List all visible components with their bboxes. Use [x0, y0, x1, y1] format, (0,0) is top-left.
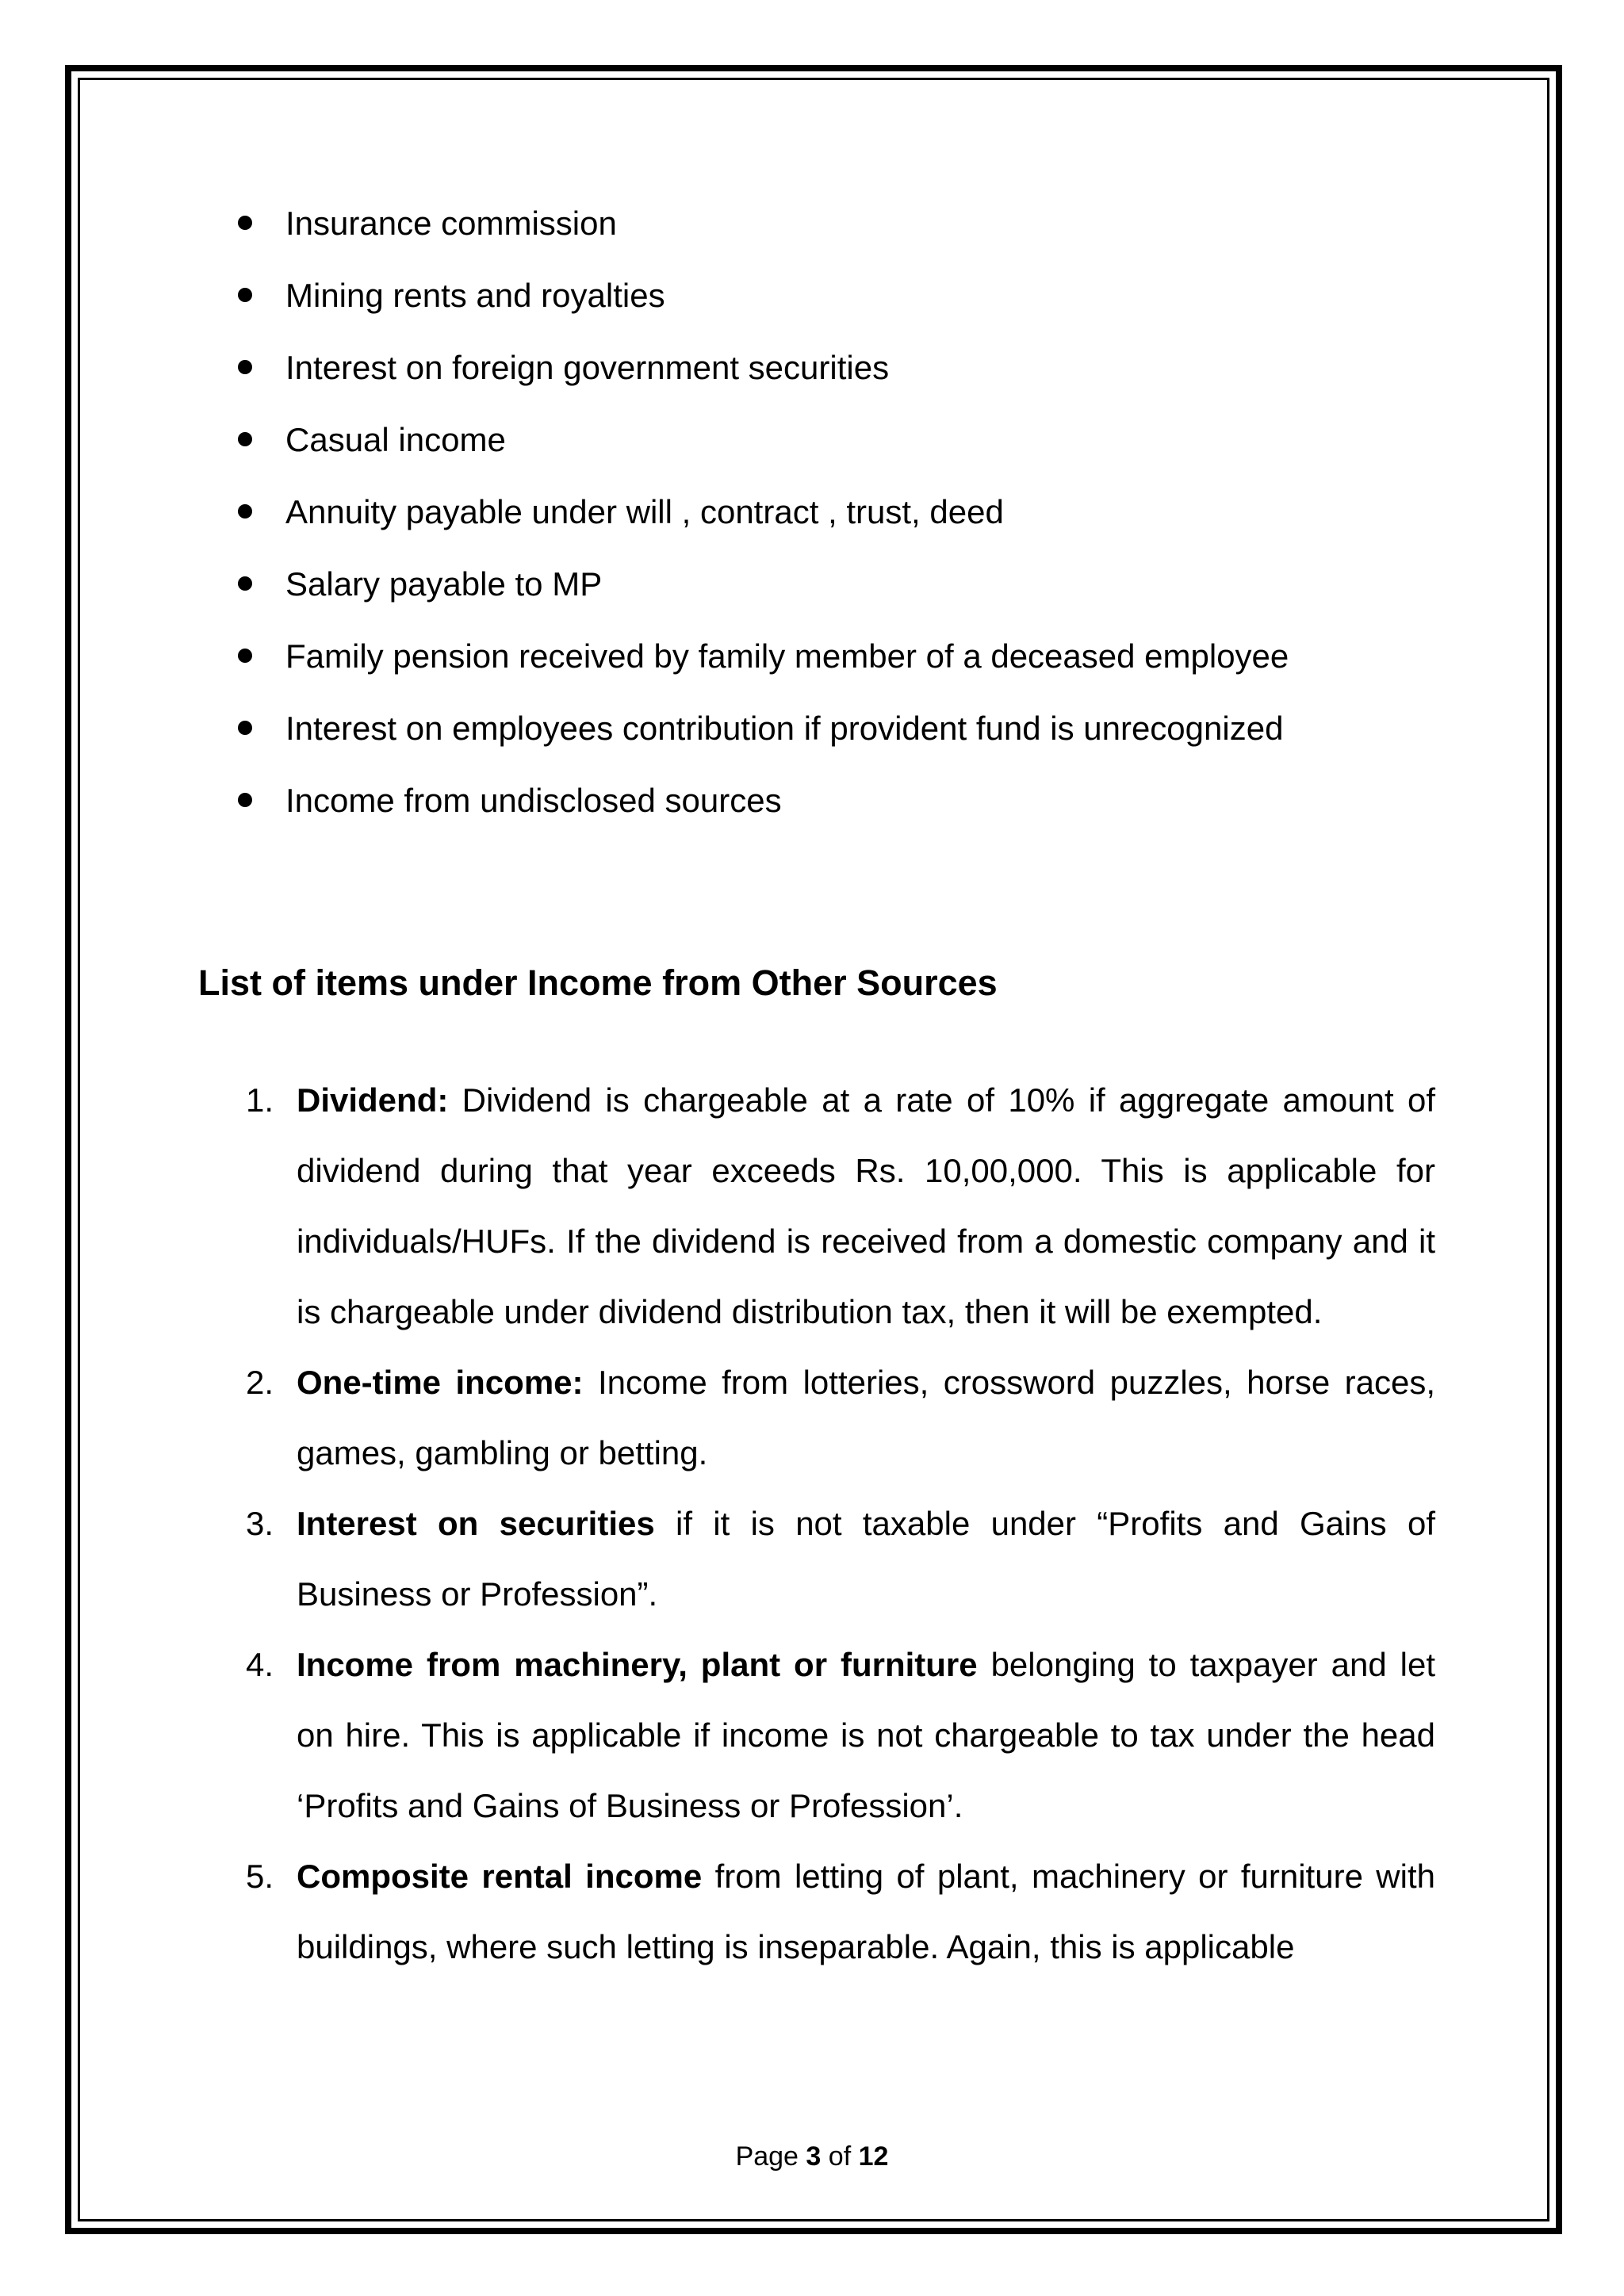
bullet-dot-icon: [238, 793, 252, 807]
numbered-item: [238, 1065, 1435, 1347]
bullet-dot-icon: [238, 576, 252, 591]
bullet-dot-icon: [238, 649, 252, 663]
current-page-number: 3: [806, 2141, 822, 2172]
bullet-item: Interest on foreign government securities: [238, 342, 1289, 415]
bullet-item: Mining rents and royalties: [238, 270, 1289, 342]
bullet-item: Salary payable to MP: [238, 559, 1289, 631]
item-description: Dividend is chargeable at a rate of 10% if aggregate amount of dividend during that year exceeds Rs. 10,00,000. This is applicable for individuals/HUFs. If the dividend is received from a domestic company and it is chargeable under dividend distribution tax, then it will be exempted.: [297, 1081, 1435, 1330]
income-bullet-list: [238, 198, 1289, 848]
bullet-item: Casual income: [238, 415, 1289, 487]
bullet-item: Annuity payable under will , contract , trust, deed: [238, 487, 1289, 559]
item-description: from letting of plant, machinery or furniture with buildings, where such letting is inseparable. Again, this is applicable: [297, 1858, 1435, 1965]
bullet-dot-icon: [238, 216, 252, 230]
page-label: Page: [735, 2141, 799, 2172]
item-term: One-time income:: [297, 1364, 584, 1401]
item-term: Dividend:: [297, 1081, 449, 1119]
bullet-dot-icon: [238, 504, 252, 519]
item-number: 4.: [246, 1646, 274, 1683]
item-description: belonging to taxpayer and let on hire. This is applicable if income is not chargeable to tax under the head ‘Profits and Gains of Business or Profession’.: [297, 1646, 1435, 1824]
numbered-item: [238, 1347, 1435, 1488]
bullet-dot-icon: [238, 432, 252, 446]
other-sources-numbered-list: [238, 1065, 1435, 1982]
numbered-item: [238, 1841, 1435, 1982]
item-number: 3.: [246, 1505, 274, 1542]
page-footer: [0, 2141, 1624, 2172]
of-label: of: [828, 2141, 852, 2172]
item-number: 1.: [246, 1081, 274, 1119]
item-term: Income from machinery, plant or furniture: [297, 1646, 978, 1683]
bullet-dot-icon: [238, 721, 252, 735]
item-term: Interest on securities: [297, 1505, 655, 1542]
item-number: 5.: [246, 1858, 274, 1895]
section-heading: List of items under Income from Other Sources: [198, 962, 998, 1003]
item-number: 2.: [246, 1364, 274, 1401]
bullet-item: Income from undisclosed sources: [238, 775, 1289, 848]
bullet-item: Family pension received by family member of a deceased employee: [238, 631, 1289, 703]
bullet-dot-icon: [238, 288, 252, 302]
total-pages-number: 12: [858, 2141, 889, 2172]
bullet-item: Interest on employees contribution if provident fund is unrecognized: [238, 703, 1289, 775]
bullet-item: Insurance commission: [238, 198, 1289, 270]
item-term: Composite rental income: [297, 1858, 703, 1895]
item-description: Income from lotteries, crossword puzzles, horse races, games, gambling or betting.: [297, 1364, 1436, 1471]
numbered-item: [238, 1629, 1435, 1841]
bullet-dot-icon: [238, 360, 252, 374]
item-description: if it is not taxable under “Profits and Gains of Business or Profession”.: [297, 1505, 1435, 1613]
numbered-item: [238, 1488, 1435, 1629]
